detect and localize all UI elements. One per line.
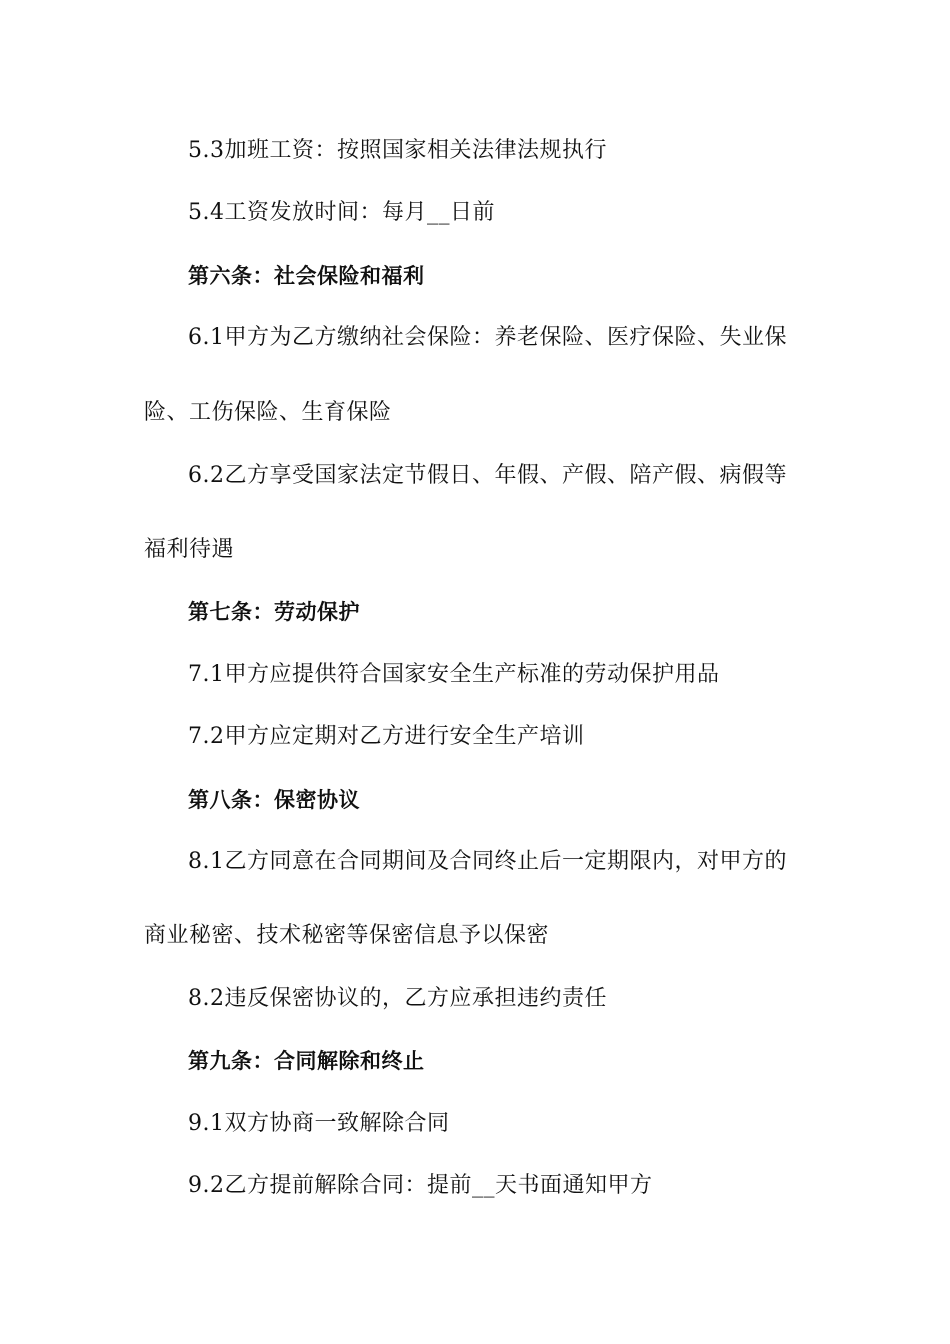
clause-5-3: 5.3加班工资：按照国家相关法律法规执行: [188, 138, 607, 163]
clause-7-2: 7.2甲方应定期对乙方进行安全生产培训: [188, 724, 585, 749]
clause-7-1: 7.1甲方应提供符合国家安全生产标准的劳动保护用品: [188, 662, 720, 687]
clause-5-4: 5.4工资发放时间：每月__日前: [188, 200, 495, 225]
article-9-heading: 第九条：合同解除和终止: [188, 1049, 425, 1073]
article-6-heading: 第六条：社会保险和福利: [188, 264, 425, 288]
clause-6-2-continued: 福利待遇: [144, 537, 235, 562]
clause-6-1-continued: 险、工伤保险、生育保险: [144, 400, 392, 425]
clause-9-2: 9.2乙方提前解除合同：提前__天书面通知甲方: [188, 1173, 653, 1198]
clause-9-1: 9.1双方协商一致解除合同: [188, 1111, 450, 1136]
clause-6-1: 6.1甲方为乙方缴纳社会保险：养老保险、医疗保险、失业保: [188, 325, 787, 350]
clause-8-2: 8.2违反保密协议的，乙方应承担违约责任: [188, 986, 607, 1011]
article-8-heading: 第八条：保密协议: [188, 788, 360, 812]
clause-8-1-continued: 商业秘密、技术秘密等保密信息予以保密: [144, 923, 550, 948]
clause-8-1: 8.1乙方同意在合同期间及合同终止后一定期限内，对甲方的: [188, 849, 787, 874]
article-7-heading: 第七条：劳动保护: [188, 600, 360, 624]
clause-6-2: 6.2乙方享受国家法定节假日、年假、产假、陪产假、病假等: [188, 463, 787, 488]
